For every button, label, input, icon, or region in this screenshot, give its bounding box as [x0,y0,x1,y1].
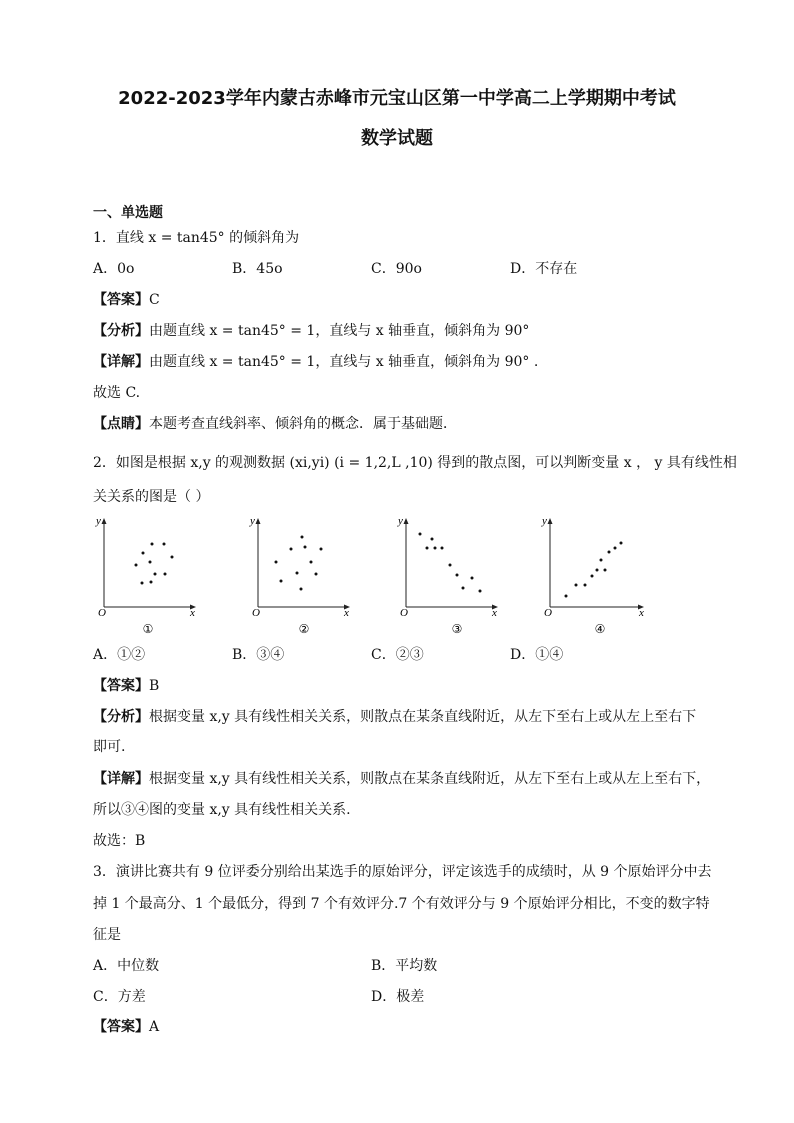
scatter-point [575,584,578,587]
scatter-point [608,551,611,554]
q1-analysis [93,322,529,340]
origin-label: O [544,607,552,619]
origin-label: O [400,607,408,619]
q2-detail-line1 [93,770,710,788]
q3-stem-line1: 3．演讲比赛共有 9 位评委分别给出某选手的原始评分，评定该选手的成绩时，从 9 个原始评分中去 [93,864,712,880]
q1-option-a: A．0o [93,261,135,277]
scatter-graph-4 [536,512,660,640]
x-axis-label: x [344,607,349,619]
scatter-point [150,581,153,584]
scatter-point [151,543,154,546]
q1-conclusion: 故选 C. [93,385,141,401]
q2-option-a: A．①② [93,647,146,663]
origin-label: O [252,607,260,619]
comment-text: 本题考查直线斜率、倾斜角的概念．属于基础题． [149,416,457,432]
y-axis-label: y [250,515,255,527]
scatter-point [280,580,283,583]
answer-value: B [149,678,160,694]
doc-title-line2: 数学试题 [361,128,433,149]
graph-number: ② [298,622,310,636]
q2-stem-line2: 关关系的图是（ ） [93,489,210,505]
q3-option-b: B．平均数 [371,958,438,974]
scatter-point [431,538,434,541]
scatter-point [163,543,166,546]
scatter-point [320,548,323,551]
scatter-point [456,574,459,577]
q1-option-c: C．90o [371,261,422,277]
q2-stem-line1: 2．如图是根据 x,y 的观测数据 (xi,yi) (i = 1,2,L ,10) 得到的散点图，可以判断变量 x ， y 具有线性相 [93,455,737,471]
section-heading: 一、单选题 [93,205,163,221]
q2-option-b: B．③④ [232,647,285,663]
q2-analysis-line1 [93,708,696,726]
scatter-point [471,577,474,580]
graph-number: ③ [451,622,463,636]
detail-text: 根据变量 x,y 具有线性相关关系，则散点在某条直线附近，从左下至右上或从左上至右下， [149,771,711,787]
scatter-point [604,569,607,572]
scatter-point [462,587,465,590]
scatter-point [275,561,278,564]
scatter-point [154,573,157,576]
scatter-graph-3 [392,512,512,640]
scatter-point [310,561,313,564]
q1-detail [93,353,538,371]
q1-option-b: B．45o [232,261,283,277]
scatter-point [479,590,482,593]
q3-stem-line3: 征是 [93,927,121,943]
q3-option-d: D．极差 [371,989,425,1005]
q2-analysis-line2: 即可. [93,739,126,755]
scatter-point [301,536,304,539]
x-axis-label: x [492,607,497,619]
scatter-point [141,582,144,585]
q1-comment [93,415,457,433]
graph-number: ① [142,622,154,636]
answer-tag: 【答案】 [93,678,149,694]
answer-value: A [149,1019,160,1035]
q1-answer [93,291,160,309]
analysis-tag: 【分析】 [93,323,149,339]
scatter-point [290,548,293,551]
q2-detail-line2: 所以③④图的变量 x,y 具有线性相关关系. [93,802,351,818]
q2-option-c: C．②③ [371,647,424,663]
q1-option-d: D．不存在 [510,261,578,277]
scatter-graph-1 [90,512,210,640]
scatter-point [426,547,429,550]
scatter-point [620,542,623,545]
y-axis-label: y [96,515,101,527]
scatter-point [600,559,603,562]
q2-option-d: D．①④ [510,647,564,663]
y-axis-label: y [398,515,403,527]
scatter-point [591,575,594,578]
scatter-graph-2 [244,512,364,640]
q1-stem: 1．直线 x = tan45° 的倾斜角为 [93,230,300,246]
scatter-point [296,572,299,575]
scatter-point [614,547,617,550]
comment-tag: 【点睛】 [93,416,149,432]
analysis-tag: 【分析】 [93,709,149,725]
scatter-point [565,595,568,598]
scatter-point [315,573,318,576]
y-axis-label: y [542,515,547,527]
scatter-point [300,588,303,591]
detail-tag: 【详解】 [93,354,149,370]
answer-value: C [149,292,160,308]
x-axis-label: x [190,607,195,619]
scatter-point [434,547,437,550]
scatter-point [142,552,145,555]
scatter-point [149,561,152,564]
analysis-text: 根据变量 x,y 具有线性相关关系，则散点在某条直线附近，从左下至右上或从左上至右下 [149,709,697,725]
detail-tag: 【详解】 [93,771,149,787]
scatter-point [304,546,307,549]
x-axis-label: x [639,607,644,619]
q2-conclusion: 故选：B [93,833,146,849]
analysis-text: 由题直线 x = tan45° = 1，直线与 x 轴垂直，倾斜角为 90° [149,323,530,339]
q3-stem-line2: 掉 1 个最高分、1 个最低分，得到 7 个有效评分.7 个有效评分与 9 个原始评分相比，不变的数字特 [93,896,710,912]
q3-option-c: C．方差 [93,989,146,1005]
answer-tag: 【答案】 [93,1019,149,1035]
q3-answer [93,1018,159,1036]
scatter-point [135,564,138,567]
doc-title-line1: 2022-2023学年内蒙古赤峰市元宝山区第一中学高二上学期期中考试 [118,88,676,109]
origin-label: O [98,607,106,619]
q2-answer [93,677,159,695]
scatter-point [441,547,444,550]
scatter-point [449,564,452,567]
scatter-point [419,533,422,536]
q3-option-a: A．中位数 [93,958,160,974]
scatter-point [171,556,174,559]
detail-text: 由题直线 x = tan45° = 1，直线与 x 轴垂直，倾斜角为 90° . [149,354,539,370]
scatter-point [596,569,599,572]
scatter-point [164,573,167,576]
graph-number: ④ [594,622,606,636]
answer-tag: 【答案】 [93,292,149,308]
scatter-point [584,584,587,587]
